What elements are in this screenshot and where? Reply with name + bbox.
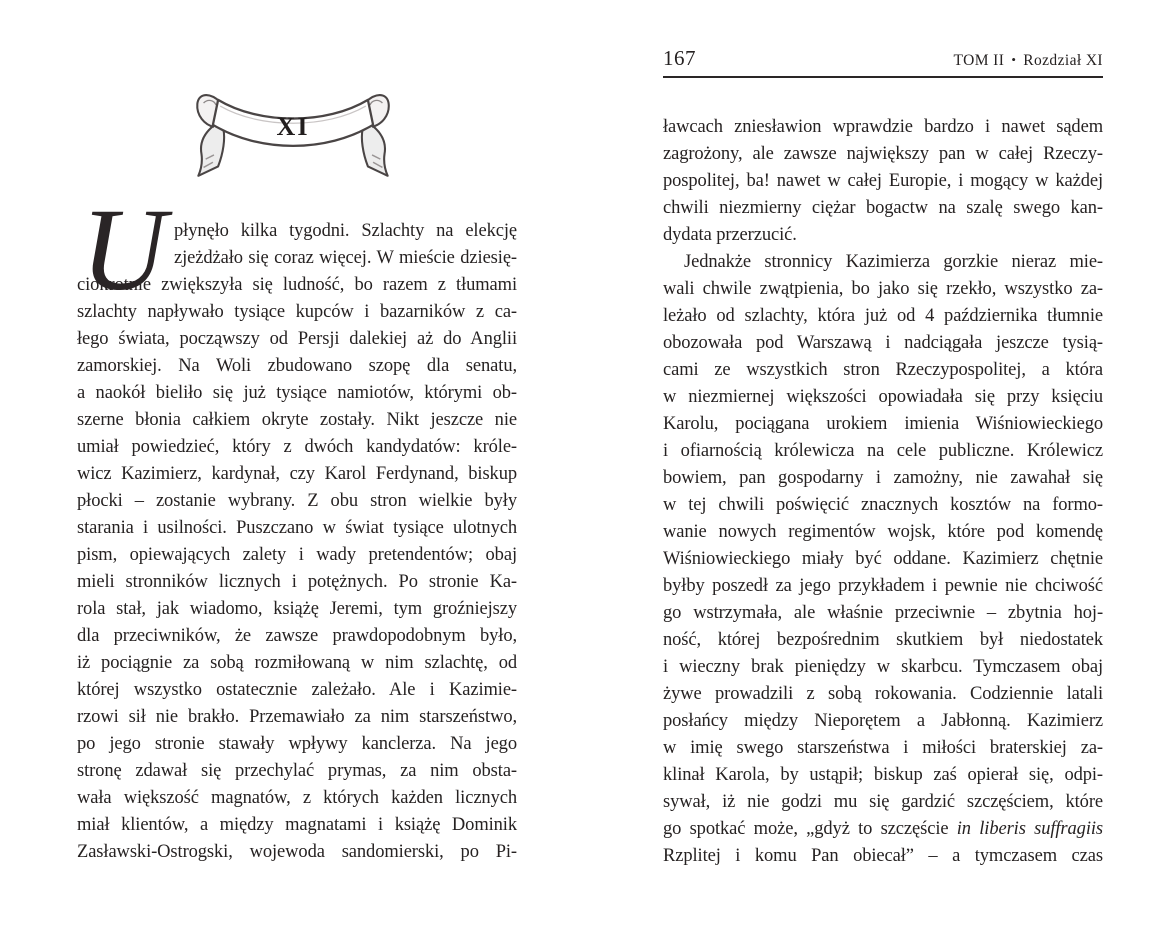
text-line: szerne błonia całkiem okryte zostały. Nikt jeszcze nie	[77, 410, 517, 430]
text-line: pospolitej, ba! nawet w całej Europie, i mogący w każdej	[663, 171, 1103, 191]
right-column-lines	[663, 114, 1103, 870]
text-line: klinał Karola, by ustąpił; biskup zaś opierał się, odpi-	[663, 765, 1103, 785]
text-line: Karolu, pociągana urokiem imienia Wiśniowieckiego	[663, 414, 1103, 434]
text-line: wicz Kazimierz, kardynał, czy Karol Ferdynand, biskup	[77, 464, 517, 484]
text-line: bowiem, pan gospodarny i zamożny, nie zawahał się	[663, 468, 1103, 488]
text-line: w tej chwili poświęcić znacznych kosztów na formo-	[663, 495, 1103, 515]
text-line: wanie nowych regimentów wojsk, które pod komendę	[663, 522, 1103, 542]
text-line: rzowi sił nie brakło. Przemawiało za nim starszeństwo,	[77, 707, 517, 727]
text-line: zamorskiej. Na Woli zbudowano szopę dla senatu,	[77, 356, 517, 376]
text-line: w niezmiernej większości opowiadała się przy księciu	[663, 387, 1103, 407]
text-line: go wstrzymała, ale właśnie przeciwnie – zbytnia hoj-	[663, 603, 1103, 623]
text-line: posłańcy między Nieporętem a Jabłonną. Kazimierz	[663, 711, 1103, 731]
text-line: ciokrotnie zwiększyła się ludność, bo razem z tłumami	[77, 275, 517, 295]
text-line: ność, której bezpośrednim skutkiem był niedostatek	[663, 630, 1103, 650]
left-column-lines	[77, 218, 517, 866]
chapter-numeral: XI	[276, 112, 310, 142]
left-text-column	[77, 184, 517, 866]
volume-chapter-label	[954, 52, 1103, 70]
page-number: 167	[663, 46, 696, 70]
text-line: iż pociągnie za sobą rozmiłowaną w nim szlachtę, od	[77, 653, 517, 673]
text-line: wali chwile zwątpienia, bo jako się rzekło, wszystko za-	[663, 279, 1103, 299]
text-line: zagrożony, ale zawsze największy pan w całej Rzeczy-	[663, 144, 1103, 164]
text-line: a naokół bieliło się już tysiące namiotów, którymi ob-	[77, 383, 517, 403]
line-text: go spotkać może, „gdyż to szczęście	[663, 819, 957, 839]
text-line: rola stał, jak wiadomo, książę Jeremi, tym groźniejszy	[77, 599, 517, 619]
ribbon-scroll-icon	[188, 78, 398, 182]
text-line: Rzplitej i komu Pan obiecał” – a tymczasem czas	[663, 846, 1103, 866]
text-line	[663, 816, 1103, 843]
text-line: której wszystko ostatecznie zależało. Ale i Kazimie-	[77, 680, 517, 700]
text-line: w imię swego starszeństwa i miłości braterskiej za-	[663, 738, 1103, 758]
text-line: i wieczny brak pieniędzy w skarbcu. Tymczasem obaj	[663, 657, 1103, 677]
latin-italic-phrase: in liberis suffragiis	[956, 819, 1104, 839]
drop-cap-initial: U	[81, 184, 167, 315]
text-line: płocki – zostanie wybrany. Z obu stron wielkie były	[77, 491, 517, 511]
text-line: Zasławski-Ostrogski, wojewoda sandomierski, po Pi-	[77, 842, 517, 862]
text-line: pism, opiewających zalety i wady pretendentów; obaj	[77, 545, 517, 565]
chapter-label: Rozdział XI	[1023, 52, 1103, 69]
text-line: byłby poszedł za jego przykładem i pewnie nie chciwość	[663, 576, 1103, 596]
text-line: stronę zdawał się przechylać prymas, za nim obsta-	[77, 761, 517, 781]
text-line: wała większość magnatów, z których każden licznych	[77, 788, 517, 808]
text-line: Wiśniowieckiego miały być oddane. Kazimierz chętnie	[663, 549, 1103, 569]
bullet-separator: •	[1011, 52, 1017, 67]
text-line: płynęło kilka tygodni. Szlachty na elekcję	[174, 221, 517, 241]
text-line: po jego stronie stawały wpływy kanclerza. Na jego	[77, 734, 517, 754]
text-line: dydata przerzucić.	[663, 225, 797, 245]
text-line: leżało od szlachty, która już od 4 października tłumnie	[663, 306, 1103, 326]
text-line: obozowała pod Warszawą i nadciągała jeszcze tysią-	[663, 333, 1103, 353]
text-line: Jednakże stronnicy Kazimierza gorzkie nieraz mie-	[684, 252, 1103, 272]
running-header	[663, 46, 1103, 78]
text-line: żywe prowadzili z sobą rokowania. Codziennie latali	[663, 684, 1103, 704]
right-text-column	[663, 114, 1103, 870]
text-line: sywał, iż nie godzi mu się gardzić szczęściem, które	[663, 792, 1103, 812]
text-line: i ofiarnością królewicza na cele publiczne. Królewicz	[663, 441, 1103, 461]
chapter-banner	[188, 78, 398, 182]
text-line: szlachty napływało tysiące kupców i bazarników z ca-	[77, 302, 517, 322]
text-line: zjeżdżało się coraz więcej. W mieście dziesię-	[174, 248, 517, 268]
text-line: łego świata, począwszy od Persji dalekiej aż do Anglii	[77, 329, 517, 349]
text-line: dla przeciwników, że zawsze prawdopodobnym było,	[77, 626, 517, 646]
text-line: mieli stronników licznych i potężnych. Po stronie Ka-	[77, 572, 517, 592]
text-line: cami ze wszystkich stron Rzeczypospolitej, a która	[663, 360, 1103, 380]
text-line: starania i usilności. Puszczano w świat tysiące ulotnych	[77, 518, 517, 538]
text-line: chwili niezmierny ciężar bogactw na szalę swego kan-	[663, 198, 1103, 218]
volume-label: TOM II	[953, 52, 1005, 69]
text-line: miał klientów, a między magnatami i książę Dominik	[77, 815, 517, 835]
text-line: umiał powiedzieć, który z dwóch kandydatów: króle-	[77, 437, 517, 457]
text-line: ławcach zniesławion wprawdzie bardzo i nawet sądem	[663, 117, 1103, 137]
